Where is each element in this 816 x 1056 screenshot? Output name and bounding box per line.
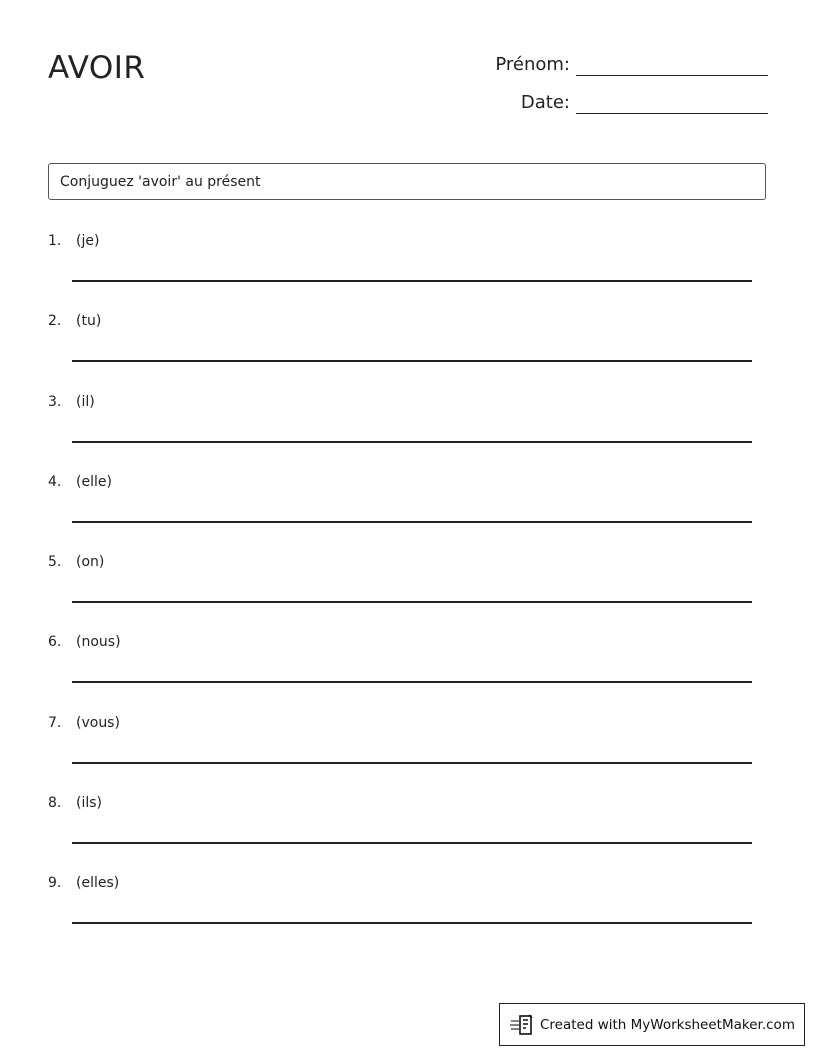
question-prompt: (tu)	[76, 313, 102, 330]
answer-line	[72, 842, 752, 844]
question-prompt: (il)	[76, 393, 95, 410]
answer-line	[72, 922, 752, 924]
date-field	[521, 91, 768, 114]
question-item	[48, 710, 752, 790]
date-blank-line	[576, 91, 768, 114]
name-field	[495, 53, 768, 76]
question-prompt: (elle)	[76, 473, 112, 490]
answer-line	[72, 762, 752, 764]
instructions-box: Conjuguez 'avoir' au présent	[48, 163, 766, 200]
question-number: 2.	[48, 313, 62, 330]
question-number: 4.	[48, 473, 62, 490]
worksheet-maker-logo-icon	[510, 1014, 534, 1036]
footer-text: Created with MyWorksheetMaker.com	[540, 1016, 795, 1033]
name-label: Prénom:	[495, 54, 570, 75]
question-prompt: (ils)	[76, 795, 102, 812]
question-item	[48, 389, 752, 469]
worksheet-title: AVOIR	[48, 50, 146, 86]
question-number: 1.	[48, 233, 62, 249]
question-prompt: (vous)	[76, 714, 120, 731]
question-number: 6.	[48, 634, 62, 651]
question-number: 8.	[48, 795, 62, 812]
footer-badge	[499, 1003, 805, 1046]
question-prompt: (on)	[76, 554, 105, 571]
answer-line	[72, 360, 752, 362]
question-item	[48, 469, 752, 549]
question-number: 3.	[48, 393, 62, 410]
date-label: Date:	[520, 92, 570, 113]
question-item	[48, 549, 752, 629]
question-number: 5.	[48, 554, 62, 571]
question-list	[48, 228, 752, 951]
question-prompt: (nous)	[76, 634, 121, 651]
answer-line	[72, 280, 752, 282]
question-number: 7.	[48, 714, 62, 731]
question-item	[48, 870, 752, 950]
question-item	[48, 790, 752, 870]
question-item	[48, 629, 752, 709]
answer-line	[72, 681, 752, 683]
question-prompt: (elles)	[76, 875, 120, 892]
answer-line	[72, 521, 752, 523]
name-blank-line	[576, 53, 768, 76]
answer-line	[72, 441, 752, 443]
question-item	[48, 308, 752, 388]
question-item	[48, 228, 752, 308]
answer-line	[72, 601, 752, 603]
question-number: 9.	[48, 875, 62, 892]
question-prompt: (je)	[76, 233, 100, 249]
